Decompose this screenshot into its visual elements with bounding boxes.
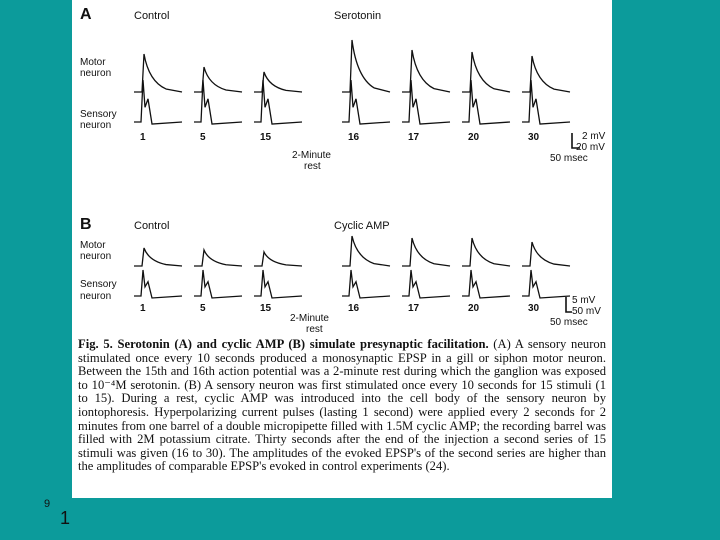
panel-a-letter: A — [80, 6, 92, 23]
panel-a-stimulus-number: 20 — [468, 132, 480, 143]
panel-b-stimulus-number: 15 — [260, 303, 272, 314]
panel-a-sensory-trace — [254, 80, 302, 124]
panel-a-sensory-trace — [522, 80, 570, 124]
panel-a-motor-trace — [254, 72, 302, 92]
panel-b-sensory-trace — [134, 270, 182, 298]
caption-fig-label: Fig. 5. — [78, 337, 113, 351]
panel-b-traces — [134, 236, 570, 314]
figure-caption — [78, 338, 606, 474]
panel-a-stimulus-number: 17 — [408, 132, 420, 143]
panel-a-stimulus-number: 30 — [528, 132, 540, 143]
panel-a-sensory-label-2: neuron — [80, 120, 112, 131]
panel-a-motor-trace — [402, 50, 450, 92]
panel-b-sensory-trace — [194, 270, 242, 298]
panel-a-sensory-trace — [462, 80, 510, 124]
panel-b-motor-label-1: Motor — [80, 240, 106, 251]
panel-a-scale-label-2: 20 mV — [576, 142, 605, 153]
panel-b-sensory-trace — [522, 270, 570, 298]
panel-b-sensory-trace — [462, 270, 510, 298]
panel-b-sensory-trace — [254, 270, 302, 298]
panel-a-motor-trace — [342, 40, 390, 92]
panel-a-traces — [134, 40, 570, 143]
panel-b-stimulus-number: 30 — [528, 303, 540, 314]
panel-b-stimulus-number: 17 — [408, 303, 420, 314]
panel-a-sensory-label-1: Sensory — [80, 109, 117, 120]
panel-b-control-label: Control — [134, 220, 170, 232]
panel-b-sensory-trace — [342, 270, 390, 298]
panel-b-sensory-label-2: neuron — [80, 291, 112, 302]
panel-a-stimulus-number: 1 — [140, 132, 146, 143]
panel-a-stimulus-number: 5 — [200, 132, 206, 143]
panel-b-stimulus-number: 20 — [468, 303, 480, 314]
panel-b-motor-label-2: neuron — [80, 251, 112, 262]
panel-a-motor-trace — [134, 54, 182, 92]
panel-b-scale-label-3: 50 msec — [550, 317, 588, 328]
panel-a-sensory-trace — [134, 80, 182, 124]
panel-b-motor-trace — [194, 250, 242, 266]
panel-b-motor-trace — [522, 242, 570, 266]
caption-body: (A) A sensory neuron stimulated once every 10 seconds produced a monosynaptic EPSP in a gill or siphon motor neuron. Between the 15th and 16th action potential was a 2-minute rest during which the ganglion was exposed to 10⁻⁴M serotonin. (B) A sensory neuron was first stimulated once every 10 seconds for 15 stimuli (1 to 15). During a rest, cyclic AMP was introduced into the cell body of the sensory neuron by iontophoresis. Hyperpolarizing current pulses (lasting 1 second) were applied every 2 seconds for 2 minutes from one barrel of a double micropipette filled with 1.5M cyclic AMP; the recording barrel was filled with 2M potassium citrate. Thirty seconds after the end of the injection a second series of 15 stimuli was given (16 to 30). The amplitudes of the evoked EPSP's of the second series are higher than the amplitudes of comparable EPSP's evoked in control experiments (24). — [78, 337, 606, 474]
panel-a-motor-trace — [462, 52, 510, 92]
panel-a-control-label: Control — [134, 10, 170, 22]
slide-number-small: 9 — [44, 498, 51, 510]
panel-a-stimulus-number: 16 — [348, 132, 360, 143]
panel-b-motor-trace — [402, 238, 450, 266]
panel-b-rest-label-1: 2-Minute — [290, 313, 329, 324]
panel-a-motor-label-1: Motor — [80, 57, 106, 68]
panel-b-treatment-label: Cyclic AMP — [334, 220, 390, 232]
panel-a-rest-label-1: 2-Minute — [292, 150, 331, 161]
panel-a-motor-trace — [194, 67, 242, 92]
panel-b-motor-trace — [254, 252, 302, 266]
panel-b-sensory-trace — [402, 270, 450, 298]
panel-b-rest-label-2: rest — [306, 324, 323, 335]
panel-a-scale-label-3: 50 msec — [550, 153, 588, 164]
panel-a-sensory-trace — [402, 80, 450, 124]
caption-title: Serotonin (A) and cyclic AMP (B) simulate presynaptic facilitation. — [117, 337, 489, 351]
panel-a-stimulus-number: 15 — [260, 132, 272, 143]
panel-b-stimulus-number: 16 — [348, 303, 360, 314]
trace-figure — [72, 0, 612, 340]
panel-a-motor-trace — [522, 56, 570, 92]
panel-b-scale-label-1: 5 mV — [572, 295, 596, 306]
panel-b-letter: B — [80, 216, 92, 233]
panel-a-sensory-trace — [342, 80, 390, 124]
panel-b-motor-trace — [462, 238, 510, 266]
panel-b-motor-trace — [134, 248, 182, 266]
panel-b-stimulus-number: 1 — [140, 303, 146, 314]
figure-panel — [72, 0, 612, 498]
panel-a-scale-label-1: 2 mV — [582, 131, 606, 142]
slide-number-large: 1 — [60, 508, 71, 528]
panel-a-motor-label-2: neuron — [80, 68, 112, 79]
panel-b-motor-trace — [342, 236, 390, 266]
panel-a-treatment-label: Serotonin — [334, 10, 382, 22]
panel-b-stimulus-number: 5 — [200, 303, 206, 314]
panel-b-scale-label-2: 50 mV — [572, 306, 601, 317]
panel-a-rest-label-2: rest — [304, 161, 321, 172]
panel-b-sensory-label-1: Sensory — [80, 279, 117, 290]
